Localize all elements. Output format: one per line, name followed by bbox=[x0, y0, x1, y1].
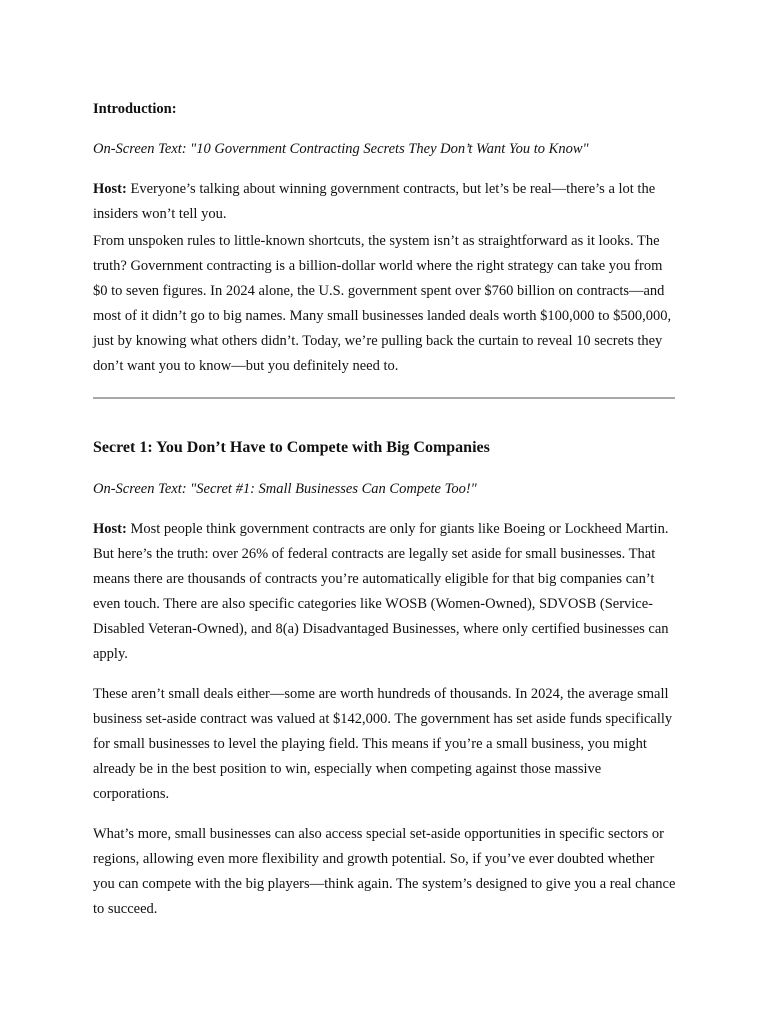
secret1-paragraph-2: These aren’t small deals either—some are worth hundreds of thousands. In 2024, the average small business set-aside contract was valued at $142,000. The government has set aside funds specifically for small businesses to level the playing field. This means if you’re a small business, you might already be in the best position to win, especially when competing against those massive corporations. bbox=[93, 686, 673, 802]
intro-host-text: Everyone’s talking about winning government contracts, but let’s be real—there’s a lot the insiders won’t tell you. bbox=[93, 181, 656, 222]
intro-heading: Introduction: bbox=[93, 101, 177, 117]
section-divider bbox=[93, 397, 675, 399]
host-label: Host: bbox=[93, 181, 127, 197]
secret1-heading: Secret 1: You Don’t Have to Compete with Big Companies bbox=[93, 439, 490, 456]
intro-onscreen-text: On-Screen Text: "10 Government Contracting Secrets They Don’t Want You to Know" bbox=[93, 141, 589, 157]
intro-host-paragraph bbox=[93, 177, 677, 227]
secret1-host-text: Most people think government contracts are only for giants like Boeing or Lockheed Martin. But here’s the truth: over 26% of federal contracts are legally set aside for small businesses. That means there are thousands of contracts you’re automatically eligible for that big companies can’t even touch. There are also specific categories like WOSB (Women-Owned), SDVOSB (Service-Disabled Veteran-Owned), and 8(a) Disadvantaged Businesses, where only certified businesses can apply. bbox=[93, 521, 669, 662]
host-label: Host: bbox=[93, 521, 127, 537]
intro-host-paragraph-2: From unspoken rules to little-known shortcuts, the system isn’t as straightforward as it looks. The truth? Government contracting is a billion-dollar world where the right strategy can take you from $0 to seven figures. In 2024 alone, the U.S. government spent over $760 billion on contracts—and most of it didn’t go to big names. Many small businesses landed deals worth $100,000 to $500,000, just by knowing what others didn’t. Today, we’re pulling back the curtain to reveal 10 secrets they don’t want you to know—but you definitely need to. bbox=[93, 233, 672, 374]
secret1-onscreen-text: On-Screen Text: "Secret #1: Small Businesses Can Compete Too!" bbox=[93, 481, 477, 497]
secret1-paragraph-3: What’s more, small businesses can also access special set-aside opportunities in specific sectors or regions, allowing even more flexibility and growth potential. So, if you’ve ever doubted whether you can compete with the big players—think again. The system’s designed to give you a real chance to succeed. bbox=[93, 826, 676, 917]
secret1-host-paragraph bbox=[93, 517, 677, 667]
